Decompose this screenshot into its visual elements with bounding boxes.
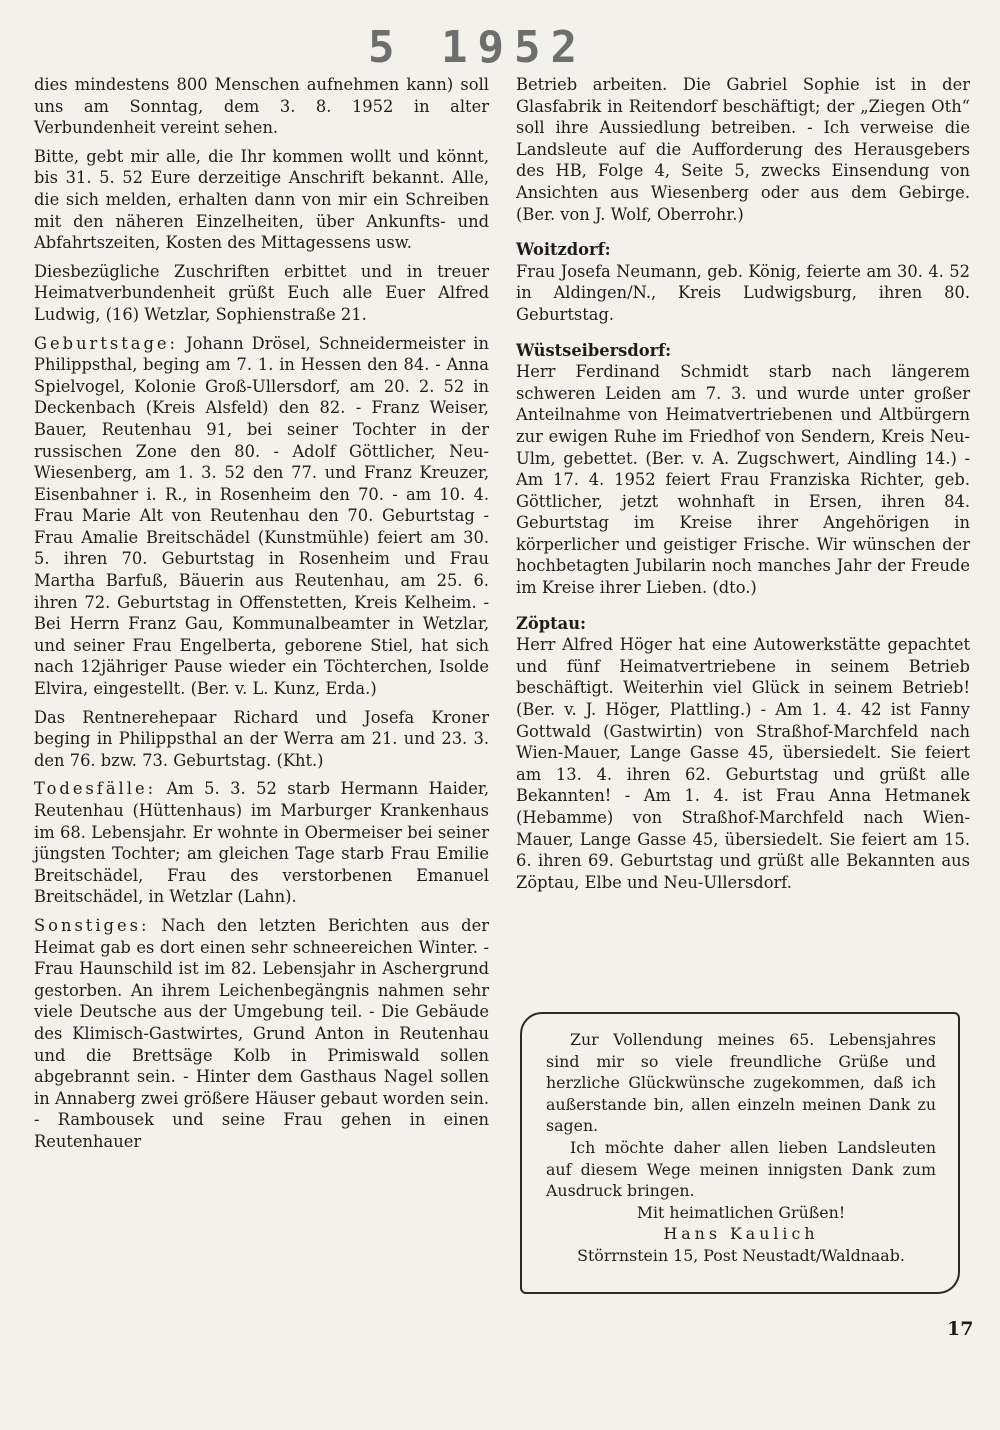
paragraph-registration: Bitte, gebt mir alle, die Ihr kommen wollt und könnt, bis 31. 5. 52 Eure derzeitige Anschrift bekannt. Alle, die sich melden, erhalten dann von mir ein Schreiben mit den näheren Einzelheiten, über Ankunfts- und Abfahrtszeiten, Kosten des Mittagessens usw.	[34, 146, 489, 253]
thank-you-notice	[520, 1012, 960, 1294]
notice-greeting: Mit heimatlichen Grüßen!	[636, 1202, 846, 1222]
paragraph-misc	[34, 915, 489, 1153]
heading-wuestseibersdorf: Wüstseibersdorf:	[516, 340, 672, 360]
notice-paragraph-2: Ich möchte daher allen lieben Landsleuten auf diesem Wege meinen innigsten Dank zum Ausdruck bringen.	[546, 1137, 936, 1201]
right-column	[516, 74, 970, 900]
notice-paragraph-1: Zur Vollendung meines 65. Lebensjahres sind mir so viele freundliche Grüße und herzliche Glückwünsche zugekommen, daß ich außerstande bin, allen einzeln meinen Dank zu sagen.	[546, 1030, 936, 1136]
misc-text: Nach den letzten Berichten aus der Heimat gab es dort einen sehr schneereichen Winter. - Frau Haunschild ist im 82. Lebensjahr in Aschergrund gestorben. An ihrem Leichenbegängnis nahmen sehr viele Deutsche aus der Umgebung teil. - Die Gebäude des Klimisch-Gastwirtes, Grund Anton in Reutenhau und die Brettsäge Kolb in Primiswald sollen abgebrannt sein. - Hinter dem Gasthaus Nagel sollen in Annaberg zwei größere Häuser gebaut worden sein. - Rambousek und seine Frau gehen in einen Reutenhauer	[34, 915, 489, 1151]
heading-woitzdorf: Woitzdorf:	[516, 240, 611, 260]
notice-signature-name: Hans Kaulich	[663, 1224, 819, 1244]
section-label-misc: Sonstiges:	[34, 915, 150, 935]
paragraph-continuation: Betrieb arbeiten. Die Gabriel Sophie ist in der Glasfabrik in Reitendorf beschäftigt; der „Ziegen Oth“ soll ihre Aussiedlung betreiben. - Ich verweise die Landsleute auf die Aufforderung des Herausgebers des HB, Folge 4, Seite 5, zwecks Einsendung von Ansichten aus Wiesenberg oder aus dem Gebirge. (Ber. von J. Wolf, Oberrohr.)	[516, 75, 970, 224]
paragraph-woitzdorf: Frau Josefa Neumann, geb. König, feierte am 30. 4. 52 in Aldingen/N., Kreis Ludwigsburg, ihren 80. Geburtstag.	[516, 261, 970, 324]
left-column	[34, 74, 489, 1160]
paragraph-birthdays	[34, 333, 489, 700]
paragraph-deaths	[34, 778, 489, 908]
deaths-text: Am 5. 3. 52 starb Hermann Haider, Reutenhau (Hüttenhaus) im Marburger Krankenhaus im 68. Lebensjahr. Er wohnte in Obermeiser bei seiner jüngsten Tochter; am gleichen Tage starb Frau Emilie Breitschädel, Frau des verstorbenen Emanuel Breitschädel, in Wetzlar (Lahn).	[34, 779, 489, 907]
page-number: 17	[947, 1318, 974, 1340]
issue-stamp: 5 1952	[368, 22, 587, 73]
birthdays-text: Johann Drösel, Schneidermeister in Philippsthal, beging am 7. 1. in Hessen den 84. - Anna Spielvogel, Kolonie Groß-Ullersdorf, am 20. 2. 52 in Deckenbach (Kreis Alsfeld) den 82. - Franz Weiser, Bauer, Reutenhau 91, bei seiner Tochter in der russischen Zone den 80. - Adolf Göttlicher, Neu-Wiesenberg, am 1. 3. 52 den 77. und Franz Kreuzer, Eisenbahner i. R., in Rosenheim den 70. - am 10. 4. Frau Marie Alt von Reutenhau den 70. Geburtstag - Frau Amalie Breitschädel (Kunstmühle) feiert am 30. 5. ihren 70. Geburtstag in Rosenheim und Frau Martha Barfuß, Bäuerin aus Reutenhau, am 25. 6. ihren 72. Geburtstag in Offenstetten, Kreis Kelheim. - Bei Herrn Franz Gau, Kommunalbeamter in Wetzlar, und seiner Frau Engelberta, geborene Stiel, hat sich nach 12jähriger Pause wieder ein Töchterchen, Isolde Elvira, eingestellt. (Ber. v. L. Kunz, Erda.)	[34, 333, 489, 699]
paragraph-wuestseibersdorf: Herr Ferdinand Schmidt starb nach längerem schweren Leiden am 7. 3. und wurde unter großer Anteilnahme von Heimatvertriebenen und Altbürgern zur ewigen Ruhe im Friedhof von Sendern, Kreis Neu-Ulm, gebettet. (Ber. v. A. Zugschwert, Aindling 14.) - Am 17. 4. 1952 feiert Frau Franziska Richter, geb. Göttlicher, jetzt wohnhaft in Ersen, ihren 84. Geburtstag im Kreise ihrer Angehörigen in körperlicher und geistiger Frische. Wir wünschen der hochbetagten Jubilarin noch manches Jahr der Freude im Kreise ihrer Lieben. (dto.)	[516, 362, 970, 598]
section-label-deaths: Todesfälle:	[34, 779, 157, 799]
heading-zoeptau: Zöptau:	[516, 613, 587, 633]
section-label-birthdays: Geburtstage:	[34, 333, 179, 353]
paragraph-greeting: Diesbezügliche Zuschriften erbittet und in treuer Heimatverbundenheit grüßt Euch alle Euer Alfred Ludwig, (16) Wetzlar, Sophienstraße 21.	[34, 261, 489, 324]
paragraph-zoeptau: Herr Alfred Höger hat eine Autowerkstätte gepachtet und fünf Heimatvertriebene in seinem Betrieb beschäftigt. Weiterhin viel Glück in seinem Betrieb! (Ber. v. J. Höger, Plattling.) - Am 1. 4. 42 ist Fanny Gottwald (Gastwirtin) von Straßhof-Marchfeld nach Wien-Mauer, Lange Gasse 45, übersiedelt. Sie feiert am 13. 4. ihren 62. Geburtstag und grüßt alle Bekannten! - Am 1. 4. ist Frau Anna Hetmanek (Hebamme) von Straßhof-Marchfeld nach Wien-Mauer, Lange Gasse 45, übersiedelt. Sie feiert am 15. 6. ihren 69. Geburtstag und grüßt alle Bekannten aus Zöptau, Elbe und Neu-Ullersdorf.	[516, 635, 970, 892]
paragraph-kroner: Das Rentnerehepaar Richard und Josefa Kroner beging in Philippsthal an der Werra am 21. und 23. 3. den 76. bzw. 73. Geburtstag. (Kht.)	[34, 707, 489, 770]
paragraph-reunion: dies mindestens 800 Menschen aufnehmen kann) soll uns am Sonntag, dem 3. 8. 1952 in alter Verbundenheit vereint sehen.	[34, 75, 489, 138]
notice-address: Störrnstein 15, Post Neustadt/Waldnaab.	[577, 1245, 905, 1265]
